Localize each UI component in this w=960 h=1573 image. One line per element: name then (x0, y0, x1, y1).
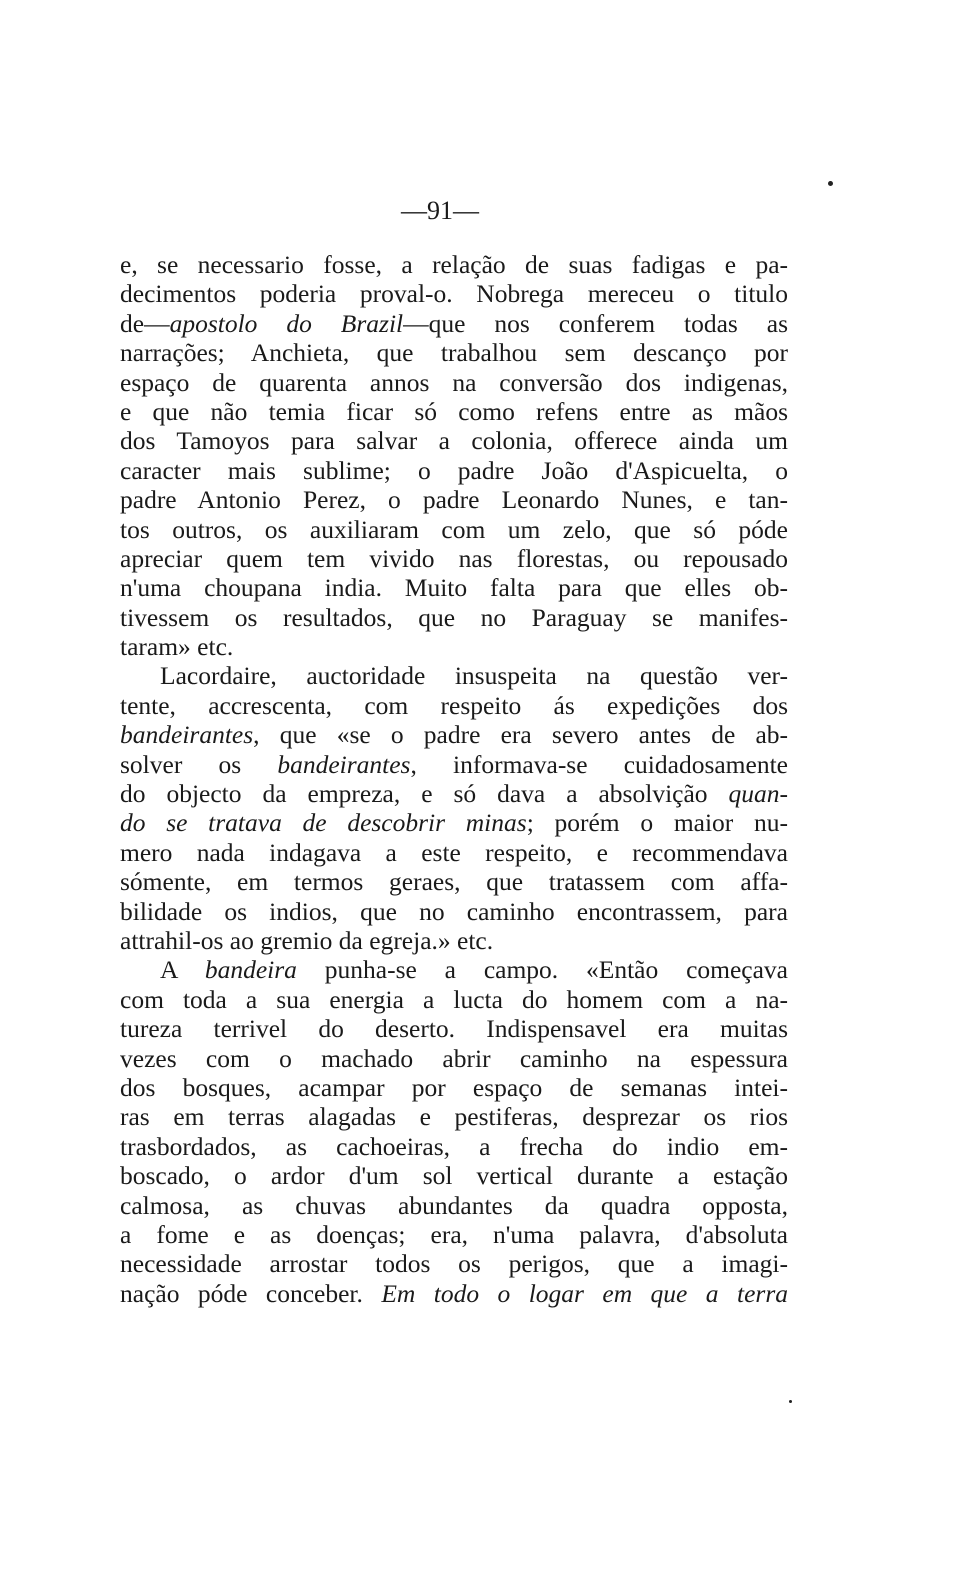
scan-speck (828, 181, 833, 186)
text-segment: trasbordados, as cachoeiras, a frecha do indio em- (120, 1131, 788, 1161)
text-line (120, 1161, 788, 1190)
text-segment: padre Antonio Perez, o padre Leonardo Nunes, e tan- (120, 485, 788, 515)
italic-text: apostolo do Brazil (169, 308, 404, 338)
text-segment: dos bosques, acampar por espaço de semanas intei- (120, 1072, 788, 1102)
body-text (120, 250, 788, 1308)
text-line (120, 985, 788, 1014)
text-segment: com toda a sua energia a lucta do homem com a na- (120, 984, 788, 1014)
text-line (120, 279, 788, 308)
italic-text: bandeirantes (277, 749, 411, 779)
text-line (120, 309, 788, 338)
text-segment: A (160, 955, 205, 985)
text-line (120, 1191, 788, 1220)
text-segment: espaço de quarenta annos na conversão dos indigenas, (120, 367, 788, 397)
text-line (120, 838, 788, 867)
text-segment: , informava-se cuidadosamente (410, 749, 788, 779)
text-segment: e que não temia ficar só como refens entre as mãos (120, 396, 788, 426)
text-line (120, 603, 788, 632)
italic-text: do se tratava de descobrir minas (120, 808, 527, 838)
text-segment: boscado, o ardor d'um sol vertical durante a estação (120, 1161, 788, 1191)
text-line (120, 1014, 788, 1043)
text-line (120, 397, 788, 426)
text-segment: do objecto da empreza, e só dava a absolvição (120, 779, 729, 809)
text-segment: calmosa, as chuvas abundantes da quadra opposta, (120, 1190, 788, 1220)
text-line (120, 1044, 788, 1073)
text-line (120, 926, 788, 955)
text-segment: decimentos poderia proval-o. Nobrega mereceu o titulo (120, 279, 788, 309)
text-segment: tente, accrescenta, com respeito ás expedições dos (120, 690, 788, 720)
italic-text: bandeirantes (120, 720, 254, 750)
text-line (120, 515, 788, 544)
text-segment: a fome e as doenças; era, n'uma palavra, d'absoluta (120, 1219, 788, 1249)
text-line (120, 808, 788, 837)
italic-text: bandeira (204, 955, 297, 985)
text-line (120, 955, 788, 984)
text-segment: narrações; Anchieta, que trabalhou sem descanço por (120, 338, 788, 368)
text-segment: —que nos conferem todas as (403, 308, 788, 338)
text-line (120, 661, 788, 690)
text-line (120, 1279, 788, 1308)
text-line (120, 867, 788, 896)
italic-text: quan- (728, 779, 788, 809)
text-segment: sómente, em termos geraes, que tratassem com affa- (120, 867, 788, 897)
text-segment: mero nada indagava a este respeito, e recommendava (120, 837, 788, 867)
text-segment: dos Tamoyos para salvar a colonia, offerece ainda um (120, 426, 788, 456)
text-segment: , que «se o padre era severo antes de ab- (253, 720, 788, 750)
text-line (120, 1073, 788, 1102)
text-line (120, 750, 788, 779)
text-line (120, 691, 788, 720)
text-line (120, 368, 788, 397)
text-segment: Lacordaire, auctoridade insuspeita na questão ver- (160, 661, 788, 691)
text-line (120, 897, 788, 926)
italic-text: Em todo o logar em que a terra (381, 1278, 788, 1308)
text-line (120, 632, 788, 661)
text-line (120, 1220, 788, 1249)
text-segment: solver os (120, 749, 278, 779)
text-line (120, 544, 788, 573)
text-segment: necessidade arrostar todos os perigos, que a imagi- (120, 1249, 788, 1279)
text-segment: ; porém o maior nu- (526, 808, 788, 838)
text-line (120, 1102, 788, 1131)
text-segment: apreciar quem tem vivido nas florestas, ou repousado (120, 543, 788, 573)
text-segment: tos outros, os auxiliaram com um zelo, que só póde (120, 514, 788, 544)
text-line (120, 1249, 788, 1278)
text-segment: tivessem os resultados, que no Paraguay se manifes- (120, 602, 788, 632)
text-segment: de— (120, 308, 170, 338)
text-segment: tureza terrivel do deserto. Indispensavel era muitas (120, 1014, 788, 1044)
text-segment: nação póde conceber. (120, 1278, 382, 1308)
text-segment: bilidade os indios, que no caminho encontrassem, para (120, 896, 788, 926)
text-line (120, 779, 788, 808)
text-line (120, 426, 788, 455)
text-segment: vezes com o machado abrir caminho na espessura (120, 1043, 788, 1073)
text-segment: taram» etc. (120, 632, 234, 662)
text-line (120, 720, 788, 749)
text-segment: punha-se a campo. «Então começava (296, 955, 788, 985)
text-line (120, 338, 788, 367)
text-line (120, 573, 788, 602)
text-line (120, 250, 788, 279)
page-number: —91— (401, 196, 479, 225)
text-line (120, 456, 788, 485)
text-line (120, 1132, 788, 1161)
scan-speck (789, 1400, 792, 1403)
text-segment: ras em terras alagadas e pestiferas, desprezar os rios (120, 1102, 788, 1132)
text-segment: caracter mais sublime; o padre João d'Aspicuelta, o (120, 455, 788, 485)
text-segment: e, se necessario fosse, a relação de suas fadigas e pa- (120, 250, 788, 279)
text-segment: attrahil-os ao gremio da egreja.» etc. (120, 925, 494, 955)
text-segment: n'uma choupana india. Muito falta para que elles ob- (120, 573, 788, 603)
text-line (120, 485, 788, 514)
